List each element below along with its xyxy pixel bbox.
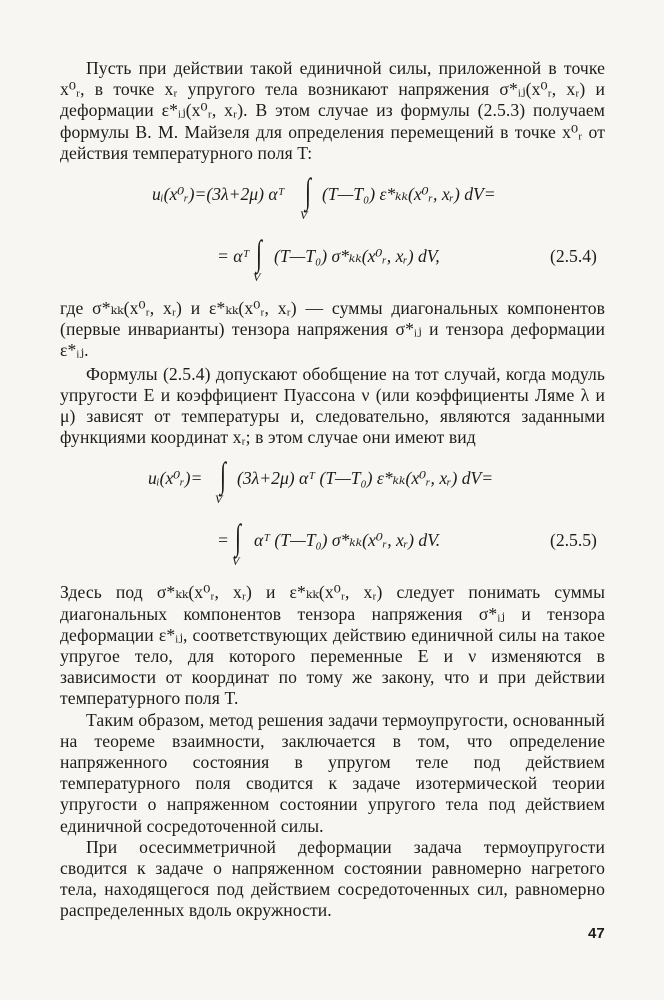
- eq254-line1-lhs: uᵢ(x⁰ᵣ)=(3λ+2μ) αᵀ: [152, 184, 285, 205]
- eq255-line2-rhs: αᵀ (T—T₀) σ*ₖₖ(x⁰ᵣ, xᵣ) dV.: [254, 530, 441, 551]
- equation-2-5-4-line-1: [60, 170, 605, 228]
- page-body: [60, 58, 605, 922]
- paragraph-6: При осесимметричной деформации задача термоупругости сводится к задаче о напряженном состоянии равномерно нагретого тела, находящегося под действием сосредоточенных сил, равномерно распределенных вдоль окружности.: [60, 836, 605, 921]
- equation-2-5-5-line-1: [60, 454, 605, 512]
- eq255-line2-lhs: =: [217, 530, 229, 551]
- paragraph-2: где σ*ₖₖ(x⁰ᵣ, xᵣ) и ε*ₖₖ(x⁰ᵣ, xᵣ) — суммы диагональных компонентов (первые инварианты) тензора напряжения σ*ᵢⱼ и тензора деформации ε*ᵢⱼ.: [60, 298, 605, 361]
- integral-sign: ∫: [305, 171, 311, 212]
- integral-domain: V: [232, 554, 240, 569]
- integral-sign: ∫: [235, 517, 241, 558]
- equation-2-5-4-line-2: [60, 232, 605, 290]
- integral-sign: ∫: [256, 233, 262, 274]
- paragraph-4: Здесь под σ*ₖₖ(x⁰ᵣ, xᵣ) и ε*ₖₖ(x⁰ᵣ, xᵣ) следует понимать суммы диагональных компонентов тензора напряжения σ*ᵢⱼ и тензора деформации ε*ᵢⱼ, соответствующих действию единичной силы на такое упругое тело, для которого переменные E и ν изменяются в зависимости от координат по тому же закону, что и при действии температурного поля T.: [60, 582, 605, 709]
- eq254-line2-rhs: (T—T₀) σ*ₖₖ(x⁰ᵣ, xᵣ) dV,: [274, 246, 440, 267]
- equation-number: (2.5.4): [550, 246, 597, 267]
- eq254-line1-rhs: (T—T₀) ε*ₖₖ(x⁰ᵣ, xᵣ) dV=: [322, 184, 496, 205]
- paragraph-1: Пусть при действии такой единичной силы, приложенной в точке x⁰ᵣ, в точке xᵣ упругого тела возникают напряжения σ*ᵢⱼ(x⁰ᵣ, xᵣ) и деформации ε*ᵢⱼ(x⁰ᵣ, xᵣ). В этом случае из формулы (2.5.3) получаем формулы В. М. Майзеля для определения перемещений в точке x⁰ᵣ от действия температурного поля T:: [60, 58, 605, 163]
- integral-domain: V: [300, 208, 308, 223]
- paragraph-3: Формулы (2.5.4) допускают обобщение на тот случай, когда модуль упругости E и коэффициент Пуассона ν (или коэффициенты Ляме λ и μ) зависят от температуры и, следовательно, являются заданными функциями координат xᵣ; в этом случае они имеют вид: [60, 363, 605, 448]
- integral-domain: V: [253, 270, 261, 285]
- eq254-line2-lhs: = αᵀ: [217, 246, 250, 267]
- eq255-line1-rhs: (3λ+2μ) αᵀ (T—T₀) ε*ₖₖ(x⁰ᵣ, xᵣ) dV=: [237, 468, 494, 489]
- page-number: 47: [588, 925, 605, 942]
- integral-sign: ∫: [220, 455, 226, 496]
- eq255-line1-lhs: uᵢ(x⁰ᵣ)=: [148, 468, 203, 489]
- paragraph-5: Таким образом, метод решения задачи термоупругости, основанный на теореме взаимности, заключается в том, что определение напряженного состояния в упругом теле под действием температурного поля сводится к задаче изотермической теории упругости о напряженном состоянии упругого тела под действием единичной сосредоточенной силы.: [60, 709, 605, 836]
- equation-2-5-5-line-2: [60, 516, 605, 574]
- equation-number: (2.5.5): [550, 530, 597, 551]
- integral-domain: V: [215, 492, 223, 507]
